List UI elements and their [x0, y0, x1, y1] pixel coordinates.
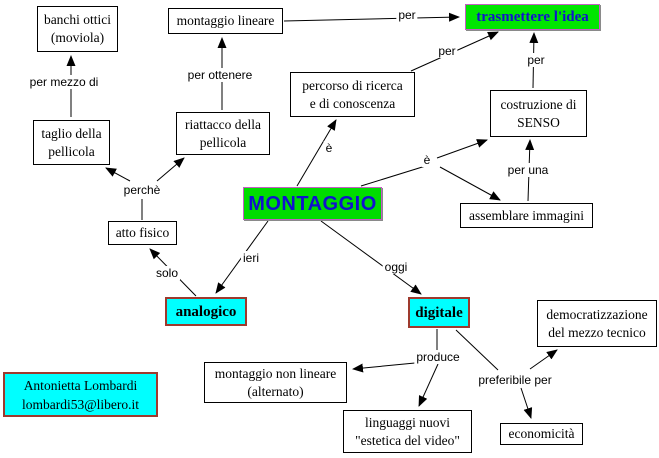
node-text-line: banchi ottici [43, 12, 112, 27]
node-trasmettere-idea[interactable] [465, 4, 600, 30]
node-text-line: lombardi53@libero.it [21, 396, 140, 412]
edge-line-e2-to-assemblare [440, 167, 500, 200]
edge-label-solo[interactable]: solo [155, 266, 179, 280]
edge-label-e-2[interactable]: è [423, 153, 431, 167]
node-text-line: costruzione di [500, 96, 577, 112]
edge-label-preferibile-per[interactable]: preferibile per [478, 373, 552, 387]
edge-label-per-3[interactable]: per [527, 53, 545, 67]
node-author-card[interactable] [3, 372, 158, 417]
node-text-line: atto fisico [115, 225, 170, 240]
edge-line-perche-to-riattacco [157, 158, 184, 181]
node-riattacco-pellicola[interactable] [176, 112, 270, 155]
node-atto-fisico[interactable] [108, 221, 177, 245]
node-costruzione-senso[interactable] [490, 90, 587, 137]
node-taglio-pellicola[interactable] [33, 120, 110, 165]
edge-line-perche-to-taglio [106, 168, 130, 181]
node-text-line: taglio della [41, 125, 102, 141]
node-linguaggi-nuovi[interactable] [343, 410, 472, 453]
edge-label-per-ottenere[interactable]: per ottenere [187, 68, 253, 82]
edge-label-oggi[interactable]: oggi [384, 260, 408, 274]
edge-line-e2-to-costruzione [437, 140, 487, 158]
node-montaggio-non-lineare[interactable] [204, 362, 347, 403]
edge-label-e-1[interactable]: è [325, 141, 333, 155]
edge-line-preferibile-to-democr [530, 350, 557, 369]
node-text-line: democratizzazione [546, 306, 648, 322]
node-text-line: riattacco della [184, 116, 262, 132]
node-text-line: MONTAGGIO [248, 192, 377, 215]
node-text-line: digitale [415, 304, 463, 321]
node-banchi-ottici[interactable] [37, 6, 118, 52]
node-text-line: SENSO [517, 114, 560, 130]
node-text-line: linguaggi nuovi [364, 414, 451, 430]
edge-line-lineare-to-trasmettere [284, 17, 459, 21]
node-text-line: economicità [508, 426, 575, 441]
edge-label-per-una[interactable]: per una [507, 163, 549, 177]
node-text-line: montaggio non lineare [214, 365, 337, 381]
node-text-line: (moviola) [50, 30, 105, 45]
node-percorso-ricerca[interactable] [290, 72, 415, 117]
node-democratizzazione[interactable] [537, 300, 657, 347]
node-montaggio[interactable] [243, 187, 382, 220]
edge-label-per-mezzo-di[interactable]: per mezzo di [29, 75, 99, 89]
node-text-line: "estetica del video" [355, 432, 460, 448]
edge-line-produce-to-linguaggi [419, 364, 438, 406]
node-text-line: assemblare immagini [468, 207, 585, 223]
edge-line-produce-to-nonlineare [353, 363, 415, 369]
node-text-line: Antonietta Lombardi [23, 377, 138, 393]
node-text-line: pellicola [48, 143, 95, 159]
node-text-line: e di conoscenza [309, 95, 396, 111]
node-assemblare-immagini[interactable] [460, 203, 593, 228]
edge-line-montaggio-to-digitale [321, 221, 421, 294]
edge-label-produce[interactable]: produce [416, 350, 460, 364]
edge-label-perche[interactable]: perchè [123, 183, 161, 197]
node-economicita[interactable] [500, 423, 583, 445]
node-text-line: trasmettere l'idea [476, 9, 589, 25]
edge-label-per-2[interactable]: per [438, 44, 456, 58]
edge-line-digitale-to-preferibile [456, 330, 498, 370]
node-analogico[interactable] [165, 297, 247, 326]
node-text-line: del mezzo tecnico [548, 324, 646, 340]
edge-label-per-1[interactable]: per [398, 8, 416, 22]
node-montaggio-lineare[interactable] [168, 8, 283, 34]
edge-line-montaggio-to-e2 [361, 164, 432, 186]
node-text-line: analogico [175, 303, 237, 320]
node-digitale[interactable] [408, 297, 470, 328]
edge-label-ieri[interactable]: ieri [242, 251, 260, 265]
node-text-line: montaggio lineare [176, 13, 275, 28]
node-text-line: percorso di ricerca [302, 77, 403, 93]
node-text-line: pellicola [199, 134, 247, 150]
node-text-line: (alternato) [247, 383, 304, 399]
edge-line-preferibile-to-economicita [521, 388, 531, 418]
